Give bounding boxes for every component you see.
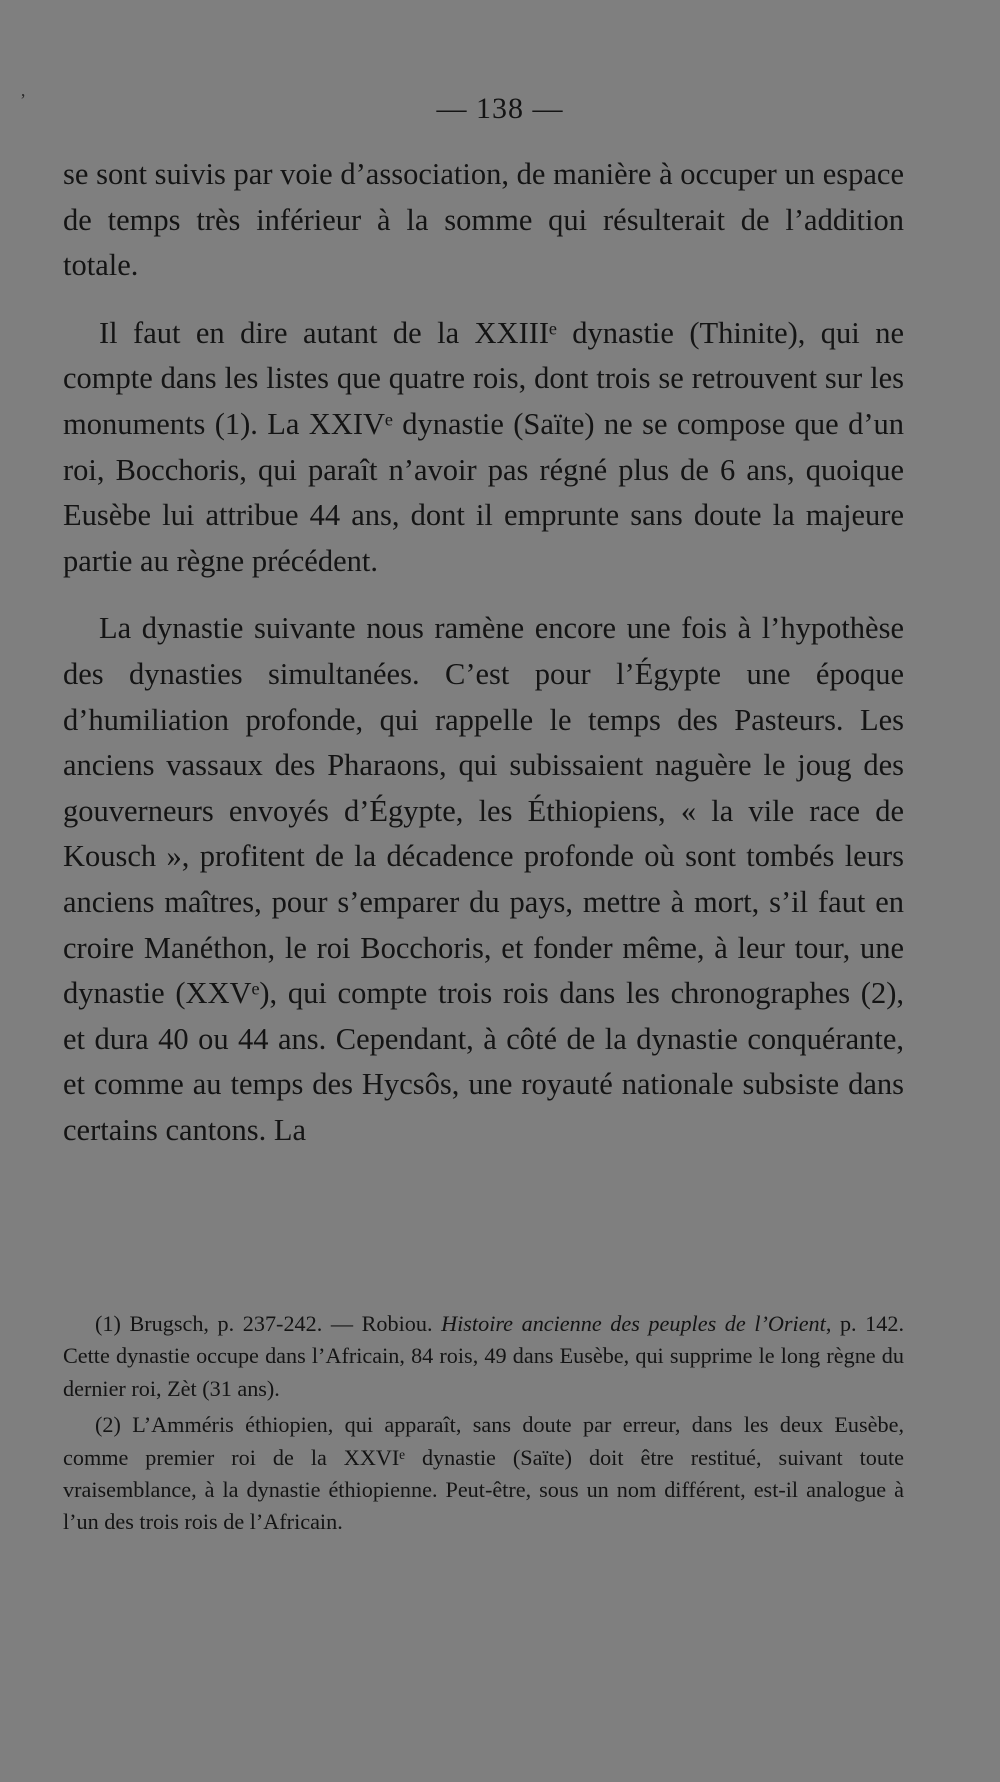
paragraph-dynasty-xxiii: Il faut en dire autant de la XXIIIᵉ dynastie (Thinite), qui ne compte dans les listes que quatre rois, dont trois se retrouvent sur les monuments (1). La XXIVᵉ dynastie (Saïte) ne se compose que d’un roi, Bocchoris, qui paraît n’avoir pas régné plus de 6 ans, quoique Eusèbe lui attribue 44 ans, dont il emprunte sans doute la majeure partie au règne précédent. [63, 315, 904, 578]
body-text [63, 152, 904, 1153]
footnote-2: (2) L’Amméris éthiopien, qui apparaît, sans doute par erreur, dans les deux Eusèbe, comme premier roi de la XXVIᵉ dynastie (Saïte) doit être restitué, suivant toute vraisemblance, à la dynastie éthiopienne. Peut-être, sous un nom différent, est-il analogue à l’un des trois rois de l’Africain. [63, 1412, 904, 1535]
paragraph-ethiopian-dynasty: La dynastie suivante nous ramène encore une fois à l’hypothèse des dynasties simultanées. C’est pour l’Égypte une époque d’humiliation profonde, qui rappelle le temps des Pasteurs. Les anciens vassaux des Pharaons, qui subissaient naguère le joug des gouverneurs envoyés d’Égypte, les Éthiopiens, « la vile race de Kousch », profitent de la décadence profonde où sont tombés leurs anciens maîtres, pour s’emparer du pays, mettre à mort, s’il faut en croire Manéthon, le roi Bocchoris, et fonder même, à leur tour, une dynastie (XXVᵉ), qui compte trois rois dans les chronographes (2), et dura 40 ou 44 ans. Cependant, à côté de la dynastie conquérante, et comme au temps des Hycsôs, une royauté nationale subsiste dans certains cantons. La [63, 611, 904, 1147]
page-number: — 138 — [436, 92, 564, 125]
footnote-1-lead: (1) Brugsch, p. 237-242. — Robiou. [95, 1311, 442, 1336]
footnote-1-title: Histoire ancienne des peuples de l’Orient [441, 1311, 826, 1336]
footnote-1 [63, 1308, 904, 1405]
footnotes [63, 1308, 904, 1539]
stray-mark: ’ [20, 90, 26, 110]
paragraph-continuation: se sont suivis par voie d’association, de manière à occuper un espace de temps très inférieur à la somme qui résulterait de l’addition totale. [63, 157, 904, 283]
footnote-1-rest: , p. 142. Cette dynastie occupe dans l’Africain, 84 rois, 49 dans Eusèbe, qui supprime le long règne du dernier roi, Zèt (31 ans). [63, 1311, 905, 1401]
